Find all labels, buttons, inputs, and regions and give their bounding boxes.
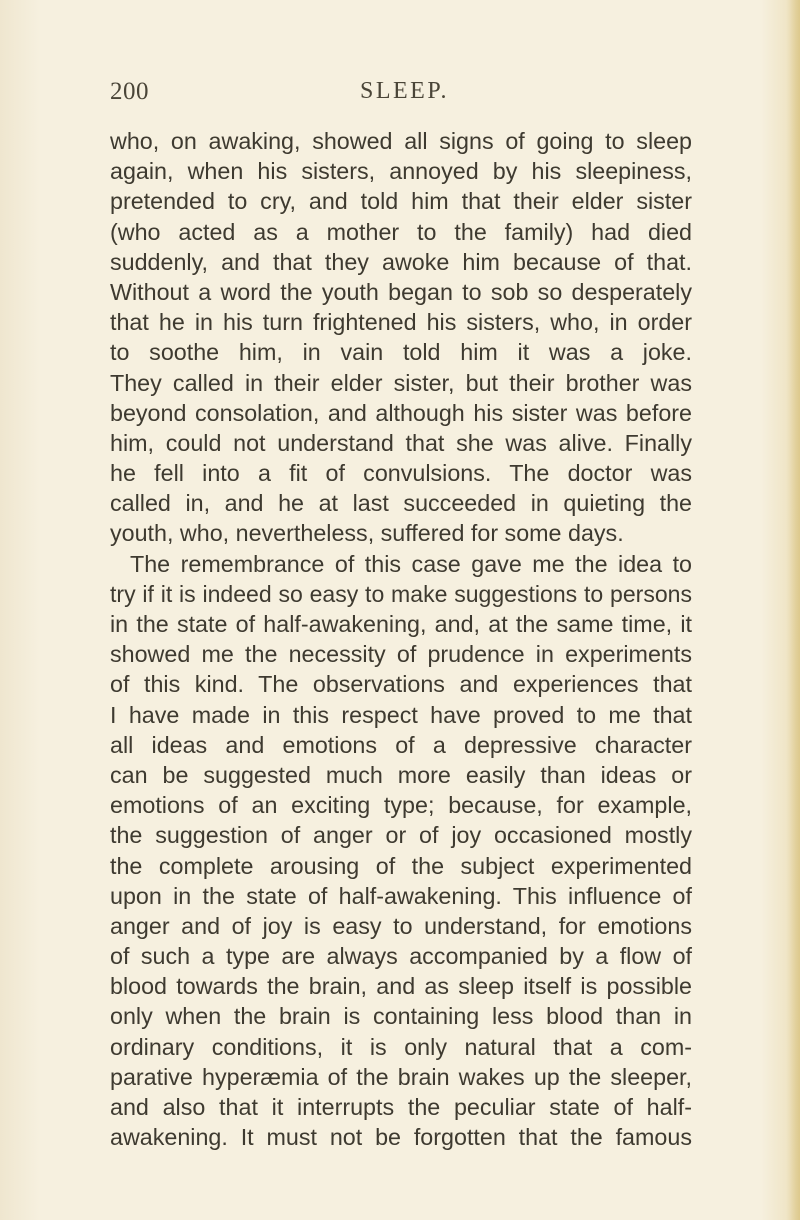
page-header: [110, 78, 690, 118]
text-line: Without a word the youth began to sob so desperately: [110, 278, 692, 305]
text-line: The remembrance of this case gave me the idea to: [130, 550, 692, 577]
page-number: 200: [110, 78, 149, 105]
text-line: youth, who, nevertheless, suffered for some days.: [110, 520, 624, 547]
text-line: all ideas and emotions of a depressive character: [110, 731, 692, 758]
text-line: of this kind. The observations and experiences that: [110, 671, 692, 698]
text-line: of such a type are always accompanied by a flow of: [110, 943, 692, 970]
text-line: ordinary conditions, it is only natural that a com-: [110, 1033, 692, 1060]
text-line: They called in their elder sister, but their brother was: [110, 369, 692, 396]
text-line: again, when his sisters, annoyed by his sleepiness,: [110, 158, 692, 185]
text-line: upon in the state of half-awakening. This influence of: [110, 882, 692, 909]
text-line: and also that it interrupts the peculiar state of half-: [110, 1094, 692, 1120]
page-edge-shading: [786, 0, 800, 1220]
text-line: in the state of half-awakening, and, at the same time, it: [110, 611, 692, 637]
text-line: I have made in this respect have proved to me that: [110, 701, 692, 728]
text-line: pretended to cry, and told him that their elder sister: [110, 188, 692, 215]
text-line: called in, and he at last succeeded in quieting the: [110, 490, 692, 517]
text-line: showed me the necessity of prudence in experiments: [110, 641, 692, 668]
text-line: him, could not understand that she was alive. Finally: [110, 429, 692, 456]
text-line: that he in his turn frightened his sisters, who, in order: [110, 309, 692, 336]
text-line: (who acted as a mother to the family) had died: [110, 218, 692, 245]
text-line: anger and of joy is easy to understand, for emotions: [110, 912, 692, 939]
text-line: only when the brain is containing less blood than in: [110, 1003, 692, 1030]
text-line: who, on awaking, showed all signs of going to sleep: [110, 128, 692, 154]
text-line: the suggestion of anger or of joy occasioned mostly: [110, 822, 692, 849]
text-line: try if it is indeed so easy to make suggestions to persons: [110, 580, 692, 607]
paragraph-1: [110, 126, 692, 549]
text-line: to soothe him, in vain told him it was a joke.: [110, 339, 692, 366]
text-line: the complete arousing of the subject experimented: [110, 852, 692, 879]
body-text: [110, 126, 692, 1152]
text-line: parative hyperæmia of the brain wakes up the sleeper,: [110, 1063, 692, 1090]
text-line: he fell into a fit of convulsions. The doctor was: [110, 460, 692, 487]
text-line: can be suggested much more easily than ideas or: [110, 761, 692, 788]
text-line: beyond consolation, and although his sister was before: [110, 399, 692, 426]
text-line: awakening. It must not be forgotten that the famous: [110, 1124, 692, 1151]
text-line: suddenly, and that they awoke him because of that.: [110, 248, 692, 275]
text-line: emotions of an exciting type; because, for example,: [110, 792, 692, 819]
text-line: blood towards the brain, and as sleep itself is possible: [110, 973, 692, 1000]
running-head: SLEEP.: [360, 78, 450, 104]
paragraph-2: [110, 549, 692, 1153]
